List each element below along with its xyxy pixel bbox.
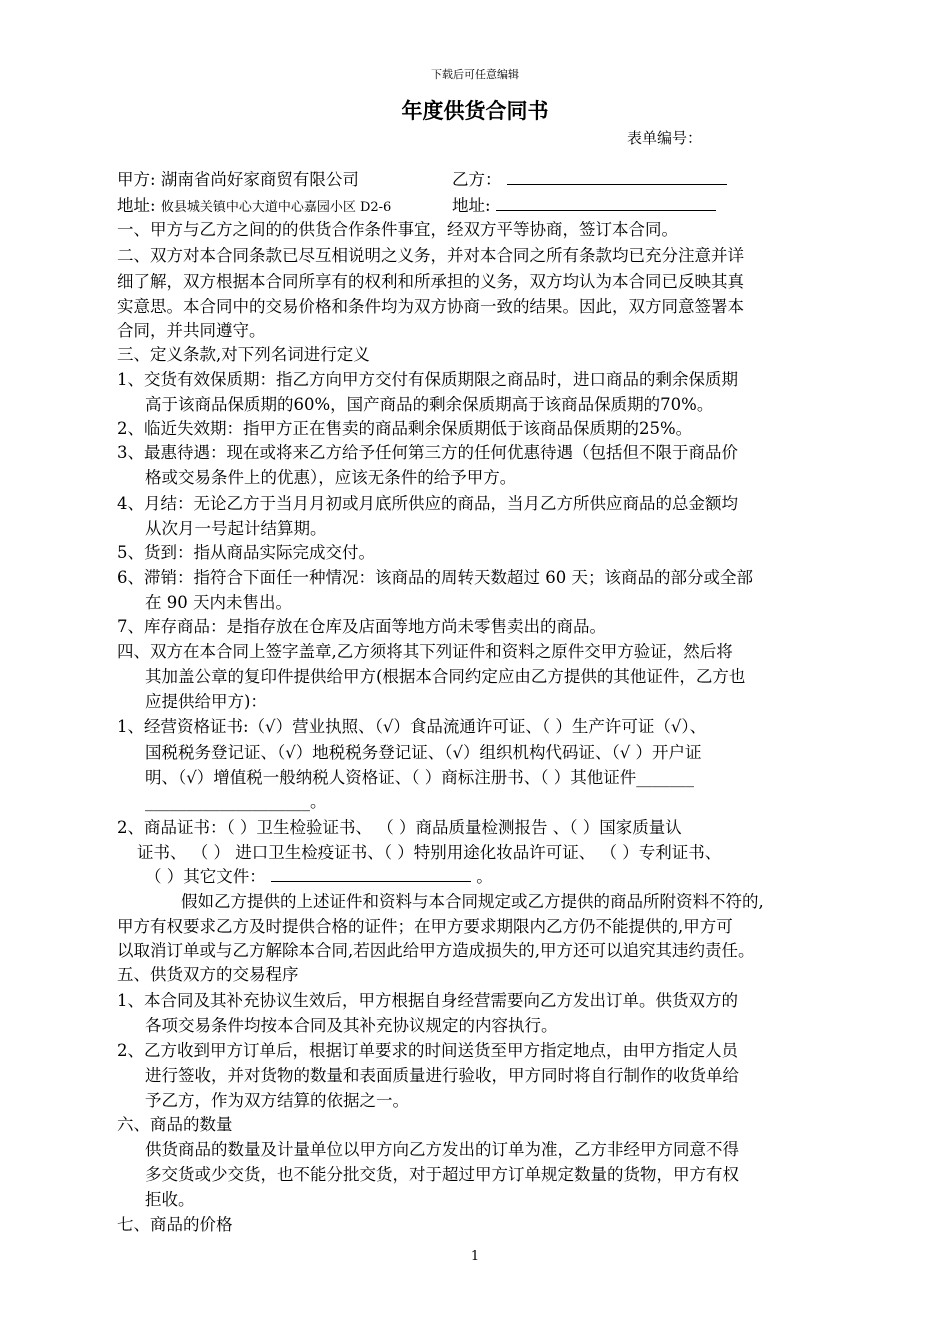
- form-number-label: 表单编号：: [627, 129, 703, 147]
- clause-line: 多交货或少交货，也不能分批交货，对于超过甲方订单规定数量的货物，甲方有权: [145, 1165, 739, 1184]
- clause-line: 三、定义条款,对下列名词进行定义: [117, 345, 370, 364]
- clause-line: 4、月结：无论乙方于当月月初或月底所供应的商品，当月乙方所供应商品的总金额均: [117, 494, 738, 513]
- clause-line: 四、双方在本合同上签字盖章,乙方须将其下列证件和资料之原件交甲方验证，然后将: [117, 642, 733, 661]
- clause-line: 拒收。: [145, 1190, 195, 1209]
- clause-line: 供货商品的数量及计量单位以甲方向乙方发出的订单为准，乙方非经甲方同意不得: [145, 1140, 739, 1159]
- clause-line: 一、甲方与乙方之间的的供货合作条件事宜，经双方平等协商，签订本合同。: [117, 220, 678, 239]
- party-b-address-label: 地址:: [452, 196, 491, 215]
- clause-line: 实意思。本合同中的交易价格和条件均为双方协商一致的结果。因此，双方同意签署本: [117, 297, 744, 316]
- clause-line: 证书、 （ ） 进口卫生检疫证书、（ ）特别用途化妆品许可证、 （ ）专利证书、: [137, 843, 722, 862]
- party-b-line: [452, 167, 727, 193]
- other-documents-line: [145, 864, 493, 890]
- party-b-address-blank: [496, 194, 716, 211]
- period-mark: 。: [476, 867, 493, 886]
- other-documents-label: （ ）其它文件：: [145, 867, 266, 886]
- clause-line: 3、最惠待遇：现在或将来乙方给予任何第三方的任何优惠待遇（包括但不限于商品价: [117, 443, 738, 462]
- party-a-line: [117, 167, 359, 193]
- clause-line: 2、商品证书：（ ）卫生检验证书、 （ ）商品质量检测报告 、（ ）国家质量认: [117, 818, 682, 837]
- clause-line: 其加盖公章的复印件提供给甲方(根据本合同约定应由乙方提供的其他证件，乙方也: [145, 667, 746, 686]
- page-title: 年度供货合同书: [401, 99, 549, 123]
- clause-line: 假如乙方提供的上述证件和资料与本合同规定或乙方提供的商品所附资料不符的,: [181, 892, 764, 911]
- clause-line: 六、商品的数量: [117, 1115, 233, 1134]
- clause-line: 2、乙方收到甲方订单后，根据订单要求的时间送货至甲方指定地点，由甲方指定人员: [117, 1041, 738, 1060]
- party-a-label: 甲方:: [117, 170, 156, 189]
- clause-line: 七、商品的价格: [117, 1215, 233, 1234]
- clause-line: 甲方有权要求乙方及时提供合格的证件；在甲方要求期限内乙方仍不能提供的,甲方可: [117, 917, 733, 936]
- clause-line: 1、交货有效保质期：指乙方向甲方交付有保质期限之商品时，进口商品的剩余保质期: [117, 370, 738, 389]
- address-value: 攸县城关镇中心大道中心嘉园小区 D2-6: [160, 200, 392, 215]
- clause-line: 6、滞销：指符合下面任一种情况：该商品的周转天数超过 60 天；该商品的部分或全部: [117, 568, 753, 587]
- clause-line: 5、货到：指从商品实际完成交付。: [117, 543, 375, 562]
- party-b-address-line: [452, 193, 716, 219]
- clause-line: 7、库存商品：是指存放在仓库及店面等地方尚未零售卖出的商品。: [117, 617, 606, 636]
- clause-line: 1、经营资格证书:（√）营业执照、（√）食品流通许可证、（ ）生产许可证（√）、: [117, 717, 707, 736]
- clause-line: 从次月一号起计结算期。: [145, 519, 327, 538]
- clause-line: 2、临近失效期：指甲方正在售卖的商品剩余保质期低于该商品保质期的25%。: [117, 419, 693, 438]
- party-b-blank: [507, 168, 727, 185]
- clause-line: 各项交易条件均按本合同及其补充协议规定的内容执行。: [145, 1016, 558, 1035]
- party-a-name: 湖南省尚好家商贸有限公司: [160, 170, 359, 189]
- clause-line: 以取消订单或与乙方解除本合同,若因此给甲方造成损失的,甲方还可以追究其违约责任。: [117, 941, 755, 960]
- clause-line: 明、（√）增值税一般纳税人资格证、（ ）商标注册书、（ ）其他证件_______: [145, 768, 695, 787]
- page-number: 1: [470, 1249, 480, 1264]
- address-label: 地址:: [117, 196, 156, 215]
- clause-line: 应提供给甲方)：: [145, 692, 267, 711]
- clause-line: 予乙方，作为双方结算的依据之一。: [145, 1091, 409, 1110]
- party-b-label: 乙方：: [452, 170, 502, 189]
- clause-line: 合同，并共同遵守。: [117, 321, 266, 340]
- clause-line: 二、双方对本合同条款已尽互相说明之义务，并对本合同之所有条款均已充分注意并详: [117, 246, 744, 265]
- clause-line: 格或交易条件上的优惠），应该无条件的给予甲方。: [145, 468, 517, 487]
- clause-line: 1、本合同及其补充协议生效后，甲方根据自身经营需要向乙方发出订单。供货双方的: [117, 991, 738, 1010]
- other-documents-blank: [271, 865, 471, 882]
- header-note: 下载后可任意编辑: [431, 68, 519, 81]
- clause-line: ____________________。: [145, 792, 327, 811]
- clause-line: 国税税务登记证、（√）地税税务登记证、（√）组织机构代码证、（√ ）开户证: [145, 743, 702, 762]
- clause-line: 细了解，双方根据本合同所享有的权利和所承担的义务，双方均认为本合同已反映其真: [117, 272, 744, 291]
- clause-line: 在 90 天内未售出。: [145, 593, 292, 612]
- clause-line: 高于该商品保质期的60%，国产商品的剩余保质期高于该商品保质期的70%。: [145, 395, 714, 414]
- clause-line: 五、供货双方的交易程序: [117, 965, 299, 984]
- clause-line: 进行签收，并对货物的数量和表面质量进行验收，甲方同时将自行制作的收货单给: [145, 1066, 739, 1085]
